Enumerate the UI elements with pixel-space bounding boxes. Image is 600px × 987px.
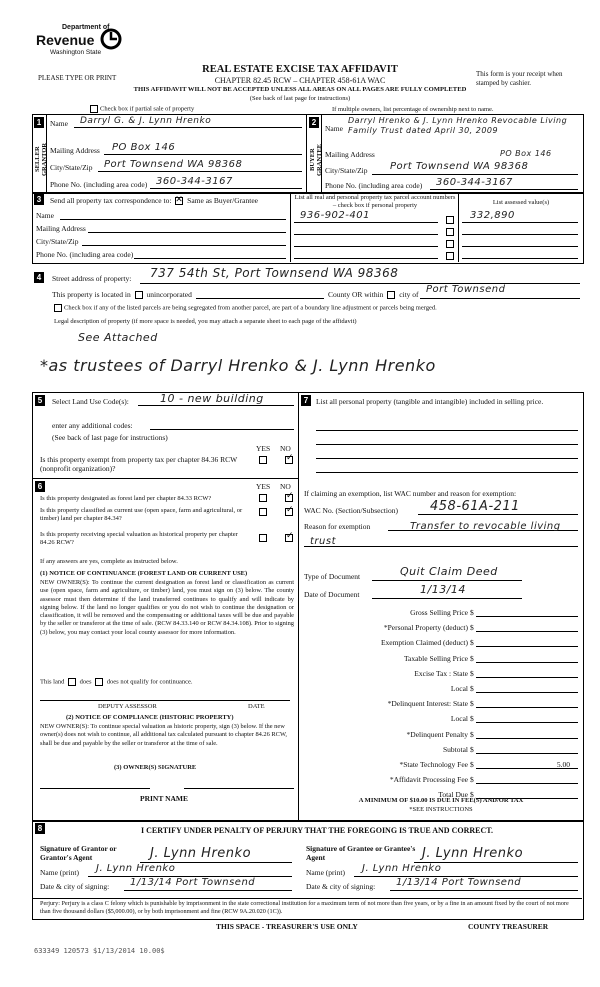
dollar-sign: $ <box>470 608 474 617</box>
county-treasurer-label: COUNTY TREASURER <box>468 922 549 931</box>
wac-label: WAC No. (Section/Subsection) <box>304 506 398 515</box>
tax-row-label: Exemption Claimed (deduct) <box>380 638 468 647</box>
section-7-number: 7 <box>301 395 311 406</box>
tax-row-label: *Personal Property (deduct) <box>383 623 468 632</box>
historical-yes-checkbox[interactable] <box>259 534 267 542</box>
buyer-mailing-field[interactable]: PO Box 146 <box>500 149 552 158</box>
receipt-note: This form is your receipt when stamped by cashier. <box>476 70 563 87</box>
dollar-sign: $ <box>470 760 474 769</box>
exempt-question: Is this property exempt from property tax per chapter 84.36 RCW (nonprofit organization)? <box>40 455 238 473</box>
grantor-date-field[interactable]: 1/13/14 Port Townsend <box>130 877 256 888</box>
grantee-date-label: Date & city of signing: <box>306 882 376 891</box>
s5-no: NO <box>280 444 291 453</box>
perjury-statement: Perjury: Perjury is a class C felony which is punishable by imprisonment in the state correctional institution for a maximum term of not more than five years, or by a fine in an amount fixed by the court of not more than five thousand dollars ($5,000.00), or by both imprisonment and fine (RCW 9A.20.020 (1C)). <box>40 900 569 915</box>
grantor-name-field[interactable]: J. Lynn Hrenko <box>96 863 176 874</box>
grantee-name-field[interactable]: J. Lynn Hrenko <box>362 863 442 874</box>
tax-row-label: *Delinquent Interest: State <box>387 699 468 708</box>
section-1-number: 1 <box>34 117 44 128</box>
forest-yes-checkbox[interactable] <box>259 494 267 502</box>
dor-swirl-icon <box>100 28 122 50</box>
partial-sale-checkbox[interactable] <box>90 105 98 113</box>
seller-city-field[interactable]: Port Townsend WA 98368 <box>104 159 243 170</box>
doc-type-label: Type of Document <box>304 572 361 581</box>
assessed-header: List assessed value(s) <box>492 199 550 206</box>
seller-side-label: SELLER GRANTOR <box>34 142 48 177</box>
current-use-question: Is this property classified as current use (open space, farm and agricultural, or timber) land per chapter 84.34? <box>40 507 243 522</box>
historical-question: Is this property receiving special valuation as historical property per chapter 84.26 RCW? <box>40 531 238 546</box>
doc-type-field[interactable]: Quit Claim Deed <box>400 565 498 578</box>
section-5-number: 5 <box>35 395 45 406</box>
s3-mailing-label: Mailing Address <box>36 224 86 233</box>
tax-row-label: Taxable Selling Price <box>403 654 468 663</box>
warning-line: THIS AFFIDAVIT WILL NOT BE ACCEPTED UNLESS ALL AREAS ON ALL PAGES ARE FULLY COMPLETED <box>133 86 467 93</box>
recording-stamp: 633349 120573 $1/13/2014 10.00$ <box>34 947 165 955</box>
deputy-date-label: DATE <box>248 703 265 710</box>
send-correspondence-label: Send all property tax correspondence to: <box>50 196 172 205</box>
section-6-number: 6 <box>35 481 45 492</box>
city-of-field[interactable]: Port Townsend <box>426 284 506 295</box>
notice-continuance-title: (1) NOTICE OF CONTINUANCE (FOREST LAND OR CURRENT USE) <box>40 570 248 577</box>
qualify-label: qualify for continuance. <box>130 678 193 686</box>
does-checkbox[interactable] <box>68 678 76 686</box>
tax-row-label: *Affidavit Processing Fee <box>389 775 468 784</box>
current-use-no-checkbox[interactable]: ✓ <box>286 504 294 514</box>
grantee-sig-label-text: Signature of Grantee or Grantee's Agent <box>306 844 416 862</box>
tax-row-label: Subtotal <box>442 745 468 754</box>
chapter-line: CHAPTER 82.45 RCW – CHAPTER 458-61A WAC <box>214 76 386 85</box>
s5-yes: YES <box>256 444 271 453</box>
revenue-text: Revenue <box>36 32 95 48</box>
buyer-mailing-label: Mailing Address <box>325 150 375 159</box>
parcel-4-checkbox[interactable] <box>446 252 454 260</box>
tax-row-label: Local <box>450 684 468 693</box>
same-as-buyer-label: Same as Buyer/Grantee <box>187 196 258 205</box>
tax-row-label: *Delinquent Penalty <box>406 730 468 739</box>
section-2-number: 2 <box>309 117 319 128</box>
multiple-owners: If multiple owners, list percentage of ownership next to name. <box>332 106 494 113</box>
section-3-number: 3 <box>34 194 44 205</box>
dor-logo <box>36 24 126 66</box>
dept-of-text: Department of <box>62 24 110 31</box>
grantee-signature-field[interactable]: J. Lynn Hrenko <box>422 846 524 861</box>
dollar-sign: $ <box>470 745 474 754</box>
partial-sale-label: Check box if partial sale of property <box>100 105 195 113</box>
grantee-sig-label <box>306 844 416 862</box>
seller-mailing-field[interactable]: PO Box 146 <box>112 142 176 153</box>
city-checkbox[interactable] <box>387 291 395 299</box>
see-instructions: *SEE INSTRUCTIONS <box>409 806 473 813</box>
owner-signature-label: (3) OWNER(S) SIGNATURE <box>114 764 197 771</box>
tax-row-label: Total Due <box>438 790 468 799</box>
buyer-name-field[interactable]: Darryl Hrenko & J. Lynn Hrenko Revocable Living Family Trust dated April 30, 2009 <box>348 116 568 135</box>
legal-description-label: Legal description of property (if more space is needed, you may attach a separate sheet to each page of the affidavit) <box>54 318 357 325</box>
tax-row-label: Gross Selling Price <box>410 608 468 617</box>
notice-continuance-body: NEW OWNER(S): To continue the current designation as forest land or classification as current use (open space, farm and agriculture, or timber) land, you must sign on (3) below. The county assessor must then determine if the land transferred continues to qualify and will indicate by signing below. If the land no longer qualifies or you do not wish to continue the designation or classification, it will be removed and the compensating or additional taxes will be due and payable by the seller or transferor at the time of sale. (RCW 84.33.140 or RCW 84.34.108). Prior to signing (3) below, you may contact your local county assessor for more information. <box>40 579 294 636</box>
grantee-date-field[interactable]: 1/13/14 Port Townsend <box>396 877 522 888</box>
grantor-sig-label <box>40 844 120 862</box>
unincorporated-label: unincorporated <box>146 290 192 299</box>
dollar-sign: $ <box>470 775 474 784</box>
buyer-phone-label: Phone No. (including area code) <box>325 181 423 190</box>
current-use-yes-checkbox[interactable] <box>259 508 267 516</box>
legal-description-field[interactable]: See Attached <box>78 331 158 344</box>
personal-property-label: List all personal property (tangible and intangible) included in selling price. <box>316 397 544 406</box>
assessed-value-field[interactable]: 332,890 <box>470 210 515 221</box>
segregated-label: Check box if any of the listed parcels are being segregated from another parcel, are part of a boundary line adjustment or parcels being merged. <box>64 304 437 312</box>
tax-row-label: *State Technology Fee <box>399 760 468 769</box>
tax-row-value[interactable]: 5.00 <box>556 760 570 769</box>
exempt-yes-checkbox[interactable] <box>259 456 267 464</box>
seller-phone-label: Phone No. (including area code) <box>50 180 148 189</box>
print-name-label: PRINT NAME <box>140 794 188 803</box>
unincorporated-checkbox[interactable] <box>135 291 143 299</box>
parcel-1-checkbox[interactable] <box>446 216 454 224</box>
does-not-label: does not <box>106 678 129 686</box>
located-label: This property is located in <box>52 290 131 299</box>
seller-city-label: City/State/Zip <box>50 163 93 172</box>
dollar-sign: $ <box>470 684 474 693</box>
form-title: REAL ESTATE EXCISE TAX AFFIDAVIT <box>202 64 398 75</box>
county-or-label: County OR within <box>328 290 384 299</box>
buyer-phone-field[interactable]: 360-344-3167 <box>436 177 513 188</box>
seller-name-label: Name <box>50 119 68 128</box>
dollar-sign: $ <box>470 730 474 739</box>
s5-see-back: (See back of last page for instructions) <box>52 433 168 442</box>
forest-question: Is this property designated as forest land per chapter 84.33 RCW? <box>40 495 212 502</box>
buyer-city-field[interactable]: Port Townsend WA 98368 <box>390 161 529 172</box>
exemption-label: If claiming an exemption, list WAC number and reason for exemption: <box>304 489 517 498</box>
parcel-3-checkbox[interactable] <box>446 240 454 248</box>
reason-field[interactable]: Transfer to revocable living trust <box>310 521 561 547</box>
seller-name-field[interactable]: Darryl G. & J. Lynn Hrenko <box>80 116 212 126</box>
minimum-due: A MINIMUM OF $10.00 IS DUE IN FEE(S) AND/OR TAX <box>358 797 524 804</box>
buyer-side-label: BUYER GRANTEE <box>309 143 323 176</box>
dollar-sign: $ <box>470 790 474 799</box>
partial-sale <box>88 105 194 113</box>
s3-name-label: Name <box>36 211 54 220</box>
seller-phone-field[interactable]: 360-344-3167 <box>156 176 233 187</box>
s6-no: NO <box>280 482 291 491</box>
dollar-sign: $ <box>470 638 474 647</box>
section-8-number: 8 <box>35 823 45 834</box>
doc-date-label: Date of Document <box>304 590 360 599</box>
treasurer-use-label: THIS SPACE - TREASURER'S USE ONLY <box>216 922 358 931</box>
seller-mailing-label: Mailing Address <box>50 146 100 155</box>
same-as-buyer-checkbox[interactable]: ✕ <box>175 194 183 205</box>
land-use-field[interactable]: 10 - new building <box>160 392 264 405</box>
forest-no-checkbox[interactable]: ✓ <box>286 490 294 500</box>
buyer-city-label: City/State/Zip <box>325 166 368 175</box>
parcel-2-checkbox[interactable] <box>446 228 454 236</box>
parcel-header: List all real and personal property tax parcel account numbers – check box if personal property <box>294 194 456 209</box>
trustees-note: *as trustees of Darryl Hrenko & J. Lynn Hrenko <box>40 356 436 375</box>
s3-city-label: City/State/Zip <box>36 237 79 246</box>
s6-yes: YES <box>256 482 271 491</box>
street-address-field[interactable]: 737 54th St, Port Townsend WA 98368 <box>150 266 399 280</box>
does-label: does <box>79 678 92 686</box>
type-or-print: PLEASE TYPE OR PRINT <box>38 74 117 82</box>
doc-date-field[interactable]: 1/13/14 <box>420 583 466 596</box>
segregated-checkbox[interactable] <box>54 304 62 312</box>
dollar-sign: $ <box>470 654 474 663</box>
city-of-label: city of <box>399 290 419 299</box>
dollar-sign: $ <box>470 623 474 632</box>
see-back-line: (See back of last page for instructions) <box>249 95 351 102</box>
historical-no-checkbox[interactable]: ✓ <box>286 530 294 540</box>
dollar-sign: $ <box>470 714 474 723</box>
grantor-sig-label-text: Signature of Grantor or Grantor's Agent <box>40 844 117 862</box>
exempt-no-checkbox[interactable]: ✓ <box>286 452 294 462</box>
street-address-label: Street address of property: <box>52 274 132 283</box>
if-yes-note: If any answers are yes, complete as instructed below. <box>40 558 178 565</box>
dollar-sign: $ <box>470 699 474 708</box>
additional-codes-label: enter any additional codes: <box>52 421 133 430</box>
parcel-number-field[interactable]: 936-902-401 <box>300 210 370 221</box>
dollar-sign: $ <box>470 669 474 678</box>
wac-field[interactable]: 458-61A-211 <box>430 499 520 514</box>
tax-row-label: Excise Tax : State <box>414 669 468 678</box>
does-not-checkbox[interactable] <box>95 678 103 686</box>
land-use-label: Select Land Use Code(s): <box>52 397 129 406</box>
notice-compliance-title: (2) NOTICE OF COMPLIANCE (HISTORIC PROPERTY) <box>66 714 234 721</box>
section-4-number: 4 <box>34 272 44 283</box>
tax-row-label: Local <box>450 714 468 723</box>
grantor-date-label: Date & city of signing: <box>40 882 110 891</box>
s3-phone-label: Phone No. (including area code) <box>36 250 134 259</box>
grantor-name-label: Name (print) <box>40 868 79 877</box>
wa-state-text: Washington State <box>50 49 102 56</box>
reason-label: Reason for exemption <box>304 522 371 531</box>
grantee-name-label: Name (print) <box>306 868 345 877</box>
notice-compliance-body: NEW OWNER(S): To continue special valuation as historic property, sign (3) below. If the new owner(s) does not wish to continue, all additional tax calculated pursuant to chapter 84.26 RCW, shall be due and payable by the seller or transferor at the time of sale. <box>40 723 287 747</box>
this-land-label: This land <box>40 678 65 686</box>
deputy-assessor-label: DEPUTY ASSESSOR <box>98 703 157 710</box>
grantor-signature-field[interactable]: J. Lynn Hrenko <box>150 846 252 861</box>
certify-statement: I CERTIFY UNDER PENALTY OF PERJURY THAT THE FOREGOING IS TRUE AND CORRECT. <box>140 826 493 835</box>
buyer-name-label: Name <box>325 124 343 133</box>
